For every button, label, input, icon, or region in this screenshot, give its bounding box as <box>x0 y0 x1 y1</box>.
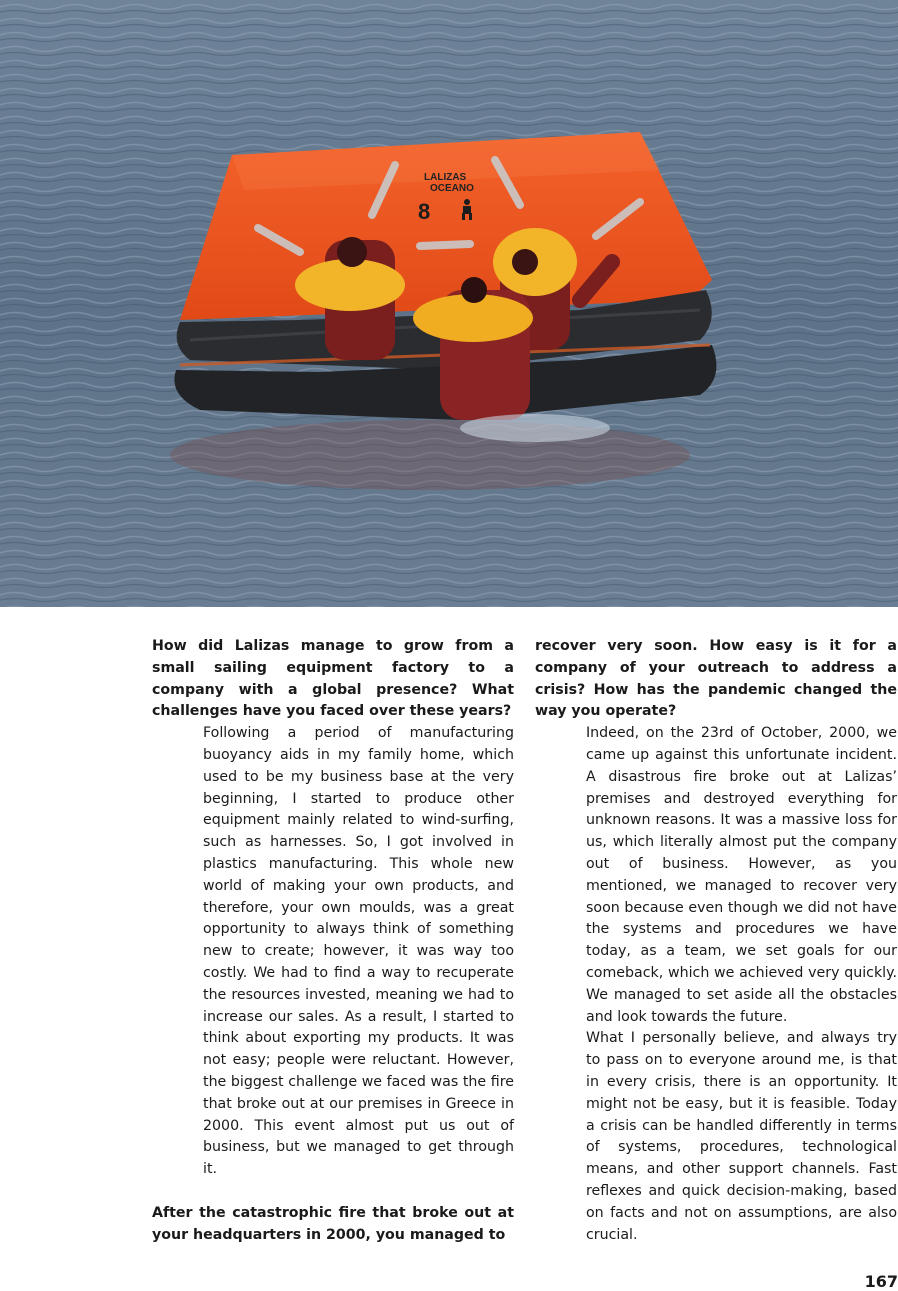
liferaft-brand-label: LALIZAS <box>424 172 467 183</box>
left-column <box>152 636 514 1247</box>
page-number: 167 <box>864 1272 898 1291</box>
question-crisis-start: After the catastrophic fire that broke out at your headquarters in 2000, you managed to <box>152 1204 514 1243</box>
answer-growth: Following a period of manufacturing buoyancy aids in my family home, which used to be my business base at the very beginning, I started to produce other equipment mainly related to wind-surfing, such as harnesses. So, I got involved in plastics manufacturing. This whole new world of making your own products, and therefore, your own moulds, was a great opportunity to always think of something new to create; however, it was way too costly. We had to find a way to recuperate the resources invested, meaning we had to increase our sales. As a result, I started to think about exporting my products. It was not easy; people were reluctant. However, the biggest challenge we faced was the fire that broke out at our premises in Greece in 2000. This event almost put us out of business, but we managed to get through it. <box>203 725 514 1178</box>
answer-crisis-paragraph-1: Indeed, on the 23rd of October, 2000, we came up against this unfortunate incident. A disastrous fire broke out at Lalizas’ premises and destroyed everything for unknown reasons. It was a massive loss for us, which literally almost put the company out of business. However, as you mentioned, we managed to recover very soon because even though we did not have the systems and procedures we have today, as a team, we set goals for our comeback, which we achieved very quickly. We managed to set aside all the obstacles and look towards the future. <box>586 725 897 1025</box>
liferaft-photo <box>0 0 898 607</box>
liferaft-model-label: OCEANO <box>430 183 474 194</box>
question-growth: How did Lalizas manage to grow from a small sailing equipment factory to a company with a global presence? What challenges have you faced over these years? <box>152 638 514 720</box>
liferaft-illustration <box>0 0 898 607</box>
question-crisis-end: recover very soon. How easy is it for a company of your outreach to address a crisis? How has the pandemic changed the way you operate? <box>535 638 897 720</box>
right-column <box>535 636 897 1246</box>
liferaft-capacity-label: 8 <box>418 199 431 224</box>
answer-crisis-paragraph-2: What I personally believe, and always try to pass on to everyone around me, is that in every crisis, there is an opportunity. It might not be easy, but it is feasible. Today a crisis can be handled differently in terms of systems, procedures, technological means, and other support channels. Fast reflexes and quick decision-making, based on facts and not on assumptions, are also crucial. <box>586 1030 897 1243</box>
